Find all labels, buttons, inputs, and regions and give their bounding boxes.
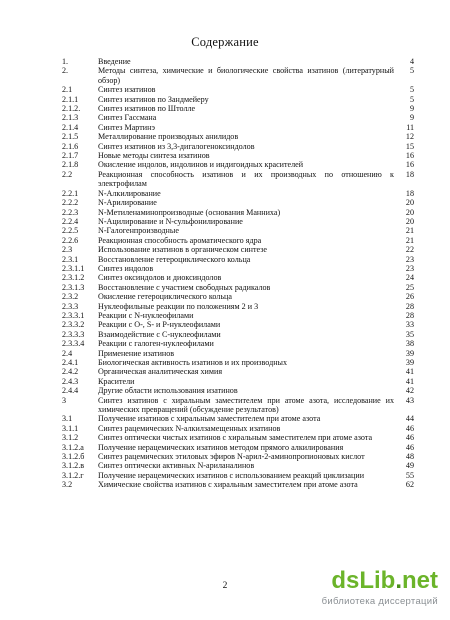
toc-entry-title: Реакции с галоген-нуклеофилами xyxy=(98,339,214,349)
toc-entry xyxy=(62,461,414,470)
toc-entry-title: Синтез Мартинэ xyxy=(98,122,155,132)
toc-entry-page: 18 xyxy=(405,169,414,179)
toc-entry-title: Применение изатинов xyxy=(98,348,175,358)
toc-entry-number: 3.1.2.в xyxy=(62,461,85,471)
page-title: Содержание xyxy=(191,35,259,49)
toc-entry xyxy=(62,132,414,141)
toc-entry-title: Реакционная способность ароматического ядра xyxy=(98,235,262,245)
toc-entry-page: 21 xyxy=(405,235,414,245)
toc-entry-number: 2.1.4 xyxy=(62,122,79,132)
toc-entry-title: Окисление гетероциклического кольца xyxy=(98,292,232,302)
toc-entry-number: 2.1.6 xyxy=(62,141,79,151)
toc-entry-number: 2.3.3.3 xyxy=(62,329,85,339)
toc-entry-number: 2.1.5 xyxy=(62,132,79,142)
toc-entry-page: 20 xyxy=(405,216,414,226)
toc-entry-page: 9 xyxy=(409,113,414,123)
toc-entry-page: 20 xyxy=(405,207,414,217)
toc-entry-number: 3.1.2.б xyxy=(62,452,85,462)
toc-entry-page: 5 xyxy=(409,94,414,104)
toc-entry xyxy=(62,95,414,104)
toc-entry-title: Реакции с N-нуклеофилами xyxy=(98,310,194,320)
toc-entry-title: Новые методы синтеза изатинов xyxy=(98,151,210,161)
toc-entry-title: Окисление индолов, индолинов и индигоидных красителей xyxy=(98,160,304,170)
toc-entry xyxy=(62,283,414,292)
toc-entry-number: 3.1 xyxy=(62,414,73,424)
toc-entry-title: Введение xyxy=(98,57,131,66)
toc-entry-number: 2.4 xyxy=(62,348,73,358)
toc-entry xyxy=(62,57,414,66)
toc-entry-page: 42 xyxy=(405,386,414,396)
toc-entry-page: 18 xyxy=(405,188,414,198)
toc-entry-number: 2.4.1 xyxy=(62,358,79,367)
toc-entry xyxy=(62,123,414,132)
toc-entry-page: 16 xyxy=(405,151,414,161)
toc-entry xyxy=(62,349,414,358)
toc-entry-title: Химические свойства изатинов с хиральным заместителем при атоме азота xyxy=(98,480,358,490)
toc-entry-title: Синтез рацемических N-алкилзамещенных изатинов xyxy=(98,423,281,433)
toc-entry xyxy=(62,85,414,94)
toc-entry-number: 2.3.3.1 xyxy=(62,310,85,320)
toc-entry-number: 3.2 xyxy=(62,480,73,490)
toc-entry xyxy=(62,367,414,376)
toc-entry-number: 2.4.3 xyxy=(62,376,79,386)
toc-entry-number: 2.1.3 xyxy=(62,113,79,123)
page-number: 2 xyxy=(222,581,228,591)
toc-entry-title: Реакционная способность изатинов и их производных по отношению к электрофилам xyxy=(98,169,394,189)
toc-entry-page: 22 xyxy=(405,245,414,255)
toc-entry xyxy=(62,142,414,151)
toc-entry-page: 23 xyxy=(405,254,414,264)
toc-entry-page: 46 xyxy=(405,433,414,443)
toc-entry-number: 2.4.4 xyxy=(62,386,79,396)
toc-entry-number: 2.3.2 xyxy=(62,292,79,302)
toc-entry-title: Синтез оптически активных N-ариланалинов xyxy=(98,461,255,471)
toc-entry-page: 21 xyxy=(405,226,414,236)
watermark-logo xyxy=(286,568,438,594)
toc-entry-title: Синтез изатинов xyxy=(98,85,156,95)
toc-entry xyxy=(62,386,414,395)
toc-entry-number: 2.3.1 xyxy=(62,254,79,264)
toc-entry-number: 2.2.6 xyxy=(62,235,79,245)
toc-entry-title: Синтез Гассмана xyxy=(98,113,157,123)
toc-entry-number: 2.1.2. xyxy=(62,104,81,114)
toc-entry-page: 41 xyxy=(405,376,414,386)
toc-entry-title: Нуклеофильные реакции по положениям 2 и 3 xyxy=(98,301,259,311)
toc-entry-title: Биологическая активность изатинов и их производных xyxy=(98,358,288,367)
toc-entry-number: 3.1.2 xyxy=(62,433,79,443)
toc-entry-page: 12 xyxy=(405,132,414,142)
toc-entry xyxy=(62,302,414,311)
toc-entry-number: 2.3.1.2 xyxy=(62,273,85,283)
toc-entry-page: 15 xyxy=(405,141,414,151)
toc-entry-page: 46 xyxy=(405,423,414,433)
toc-entry-page: 25 xyxy=(405,282,414,292)
table-of-contents xyxy=(62,57,414,490)
toc-entry-number: 2.1.1 xyxy=(62,94,79,104)
toc-entry-number: 3 xyxy=(62,395,67,405)
toc-entry-title: Получение нерацемических изатинов методом прямого алкилирования xyxy=(98,442,344,452)
toc-entry xyxy=(62,170,414,189)
toc-entry xyxy=(62,320,414,329)
toc-entry-number: 2.2.5 xyxy=(62,226,79,236)
toc-entry-number: 2.3.3.4 xyxy=(62,339,85,349)
toc-entry-title: Синтез оптически чистых изатинов с хиральным заместителем при атоме азота xyxy=(98,433,373,443)
toc-entry-page: 44 xyxy=(405,414,414,424)
toc-entry-page: 9 xyxy=(409,104,414,114)
toc-entry xyxy=(62,292,414,301)
toc-entry-page: 11 xyxy=(406,122,414,132)
toc-entry-number: 2.3.3.2 xyxy=(62,320,85,330)
toc-entry-page: 38 xyxy=(405,339,414,349)
toc-entry xyxy=(62,208,414,217)
toc-entry xyxy=(62,245,414,254)
toc-entry-page: 39 xyxy=(405,358,414,367)
toc-entry-title: Органическая аналитическая химия xyxy=(98,367,223,377)
toc-entry-page: 16 xyxy=(405,160,414,170)
toc-entry-page: 4 xyxy=(409,57,414,66)
toc-entry xyxy=(62,236,414,245)
toc-entry-number: 2. xyxy=(62,66,69,76)
toc-entry-title: Другие области использования изатинов xyxy=(98,386,238,396)
toc-entry xyxy=(62,452,414,461)
toc-entry-title: Синтез изатинов по Штолле xyxy=(98,104,196,114)
toc-entry xyxy=(62,273,414,282)
toc-entry xyxy=(62,226,414,235)
toc-entry-page: 33 xyxy=(405,320,414,330)
watermark-logo-main: dsLib xyxy=(331,567,396,594)
toc-entry-page: 43 xyxy=(405,395,414,405)
toc-entry-page: 62 xyxy=(405,480,414,490)
toc-entry xyxy=(62,113,414,122)
toc-entry-number: 3.1.2.а xyxy=(62,442,84,452)
toc-entry xyxy=(62,217,414,226)
toc-entry xyxy=(62,160,414,169)
toc-entry xyxy=(62,198,414,207)
toc-entry xyxy=(62,443,414,452)
toc-entry-number: 2.3 xyxy=(62,245,73,255)
toc-entry-title: Восстановление гетероциклического кольца xyxy=(98,254,251,264)
toc-entry xyxy=(62,189,414,198)
watermark-logo-dot: . xyxy=(395,567,402,594)
toc-entry-title: Металлирование производных анилидов xyxy=(98,132,239,142)
toc-entry xyxy=(62,330,414,339)
toc-entry xyxy=(62,151,414,160)
toc-entry-number: 1. xyxy=(62,57,69,66)
toc-entry xyxy=(62,424,414,433)
toc-entry-title: Синтез оксиндолов и диоксиндолов xyxy=(98,273,222,283)
toc-entry xyxy=(62,414,414,423)
toc-entry xyxy=(62,358,414,367)
toc-entry xyxy=(62,311,414,320)
toc-entry-title: N-Арилирование xyxy=(98,198,157,208)
toc-entry xyxy=(62,255,414,264)
toc-entry xyxy=(62,339,414,348)
watermark-logo-tld: net xyxy=(402,567,438,594)
toc-entry-number: 2.2.3 xyxy=(62,207,79,217)
toc-entry-page: 23 xyxy=(405,263,414,273)
toc-entry-page: 26 xyxy=(405,292,414,302)
toc-entry-number: 2.3.1.3 xyxy=(62,282,85,292)
toc-entry xyxy=(62,471,414,480)
toc-entry-number: 2.1.7 xyxy=(62,151,79,161)
toc-entry-number: 2.1.8 xyxy=(62,160,79,170)
toc-entry-number: 2.3.3 xyxy=(62,301,79,311)
toc-entry-page: 35 xyxy=(405,329,414,339)
watermark-subtitle: библиотека диссертаций xyxy=(321,596,438,607)
toc-entry-page: 48 xyxy=(405,452,414,462)
toc-entry-number: 2.4.2 xyxy=(62,367,79,377)
toc-entry-page: 24 xyxy=(405,273,414,283)
toc-entry-title: N-Алкилирование xyxy=(98,188,161,198)
toc-entry-title: Реакции с О-, S- и Р-нуклеофилами xyxy=(98,320,221,330)
toc-entry-number: 2.3.1.1 xyxy=(62,263,85,273)
toc-entry-title: Красители xyxy=(98,376,135,386)
toc-entry-title: Синтез изатинов по Зандмейеру xyxy=(98,94,209,104)
watermark[interactable] xyxy=(286,568,438,614)
toc-entry-title: Синтез изатинов из 3,3-дигалогеноксиндолов xyxy=(98,141,255,151)
toc-entry-title: Синтез изатинов с хиральным заместителем при атоме азота, исследование их химических превращений (обсуждение результатов) xyxy=(98,395,394,415)
toc-entry-page: 5 xyxy=(409,66,414,76)
toc-entry xyxy=(62,396,414,415)
toc-entry-title: N-Ацилирование и N-сульфонилирование xyxy=(98,216,243,226)
toc-entry-title: Синтез индолов xyxy=(98,263,154,273)
toc-entry-number: 3.1.2.г xyxy=(62,470,84,480)
toc-entry xyxy=(62,377,414,386)
toc-entry xyxy=(62,480,414,489)
toc-entry-number: 2.2.2 xyxy=(62,198,79,208)
toc-entry xyxy=(62,264,414,273)
toc-entry-title: Восстановление с участием свободных радикалов xyxy=(98,282,271,292)
toc-entry-number: 2.2 xyxy=(62,169,73,179)
toc-entry-title: Использование изатинов в органическом синтезе xyxy=(98,245,268,255)
toc-entry-title: Взаимодействие с С-нуклеофилами xyxy=(98,329,221,339)
toc-entry-number: 2.2.1 xyxy=(62,188,79,198)
toc-entry-title: N-Метиленаминопроизводные (основания Манниха) xyxy=(98,207,281,217)
toc-entry-title: Синтез рацемических этиловых эфиров N-арил-2-аминопропионовых кислот xyxy=(98,452,365,462)
toc-entry-page: 46 xyxy=(405,442,414,452)
toc-entry-title: Методы синтеза, химические и биологические свойства изатинов (литературный обзор) xyxy=(98,66,394,85)
toc-entry-page: 39 xyxy=(405,348,414,358)
toc-entry-page: 28 xyxy=(405,310,414,320)
toc-entry-page: 20 xyxy=(405,198,414,208)
toc-entry-number: 3.1.1 xyxy=(62,423,79,433)
toc-entry-page: 49 xyxy=(405,461,414,471)
toc-entry-title: Получение нерацемических изатинов с использованием реакций циклизации xyxy=(98,470,365,480)
toc-entry-title: Получение изатинов с хиральным заместителем при атоме азота xyxy=(98,414,321,424)
toc-entry-title: N-Галогенпроизводные xyxy=(98,226,179,236)
toc-entry-page: 55 xyxy=(405,470,414,480)
toc-entry-page: 41 xyxy=(405,367,414,377)
toc-entry xyxy=(62,104,414,113)
toc-entry xyxy=(62,66,414,85)
toc-entry-number: 2.2.4 xyxy=(62,216,79,226)
toc-entry-page: 28 xyxy=(405,301,414,311)
toc-entry-page: 5 xyxy=(409,85,414,95)
toc-entry xyxy=(62,433,414,442)
toc-entry-number: 2.1 xyxy=(62,85,73,95)
